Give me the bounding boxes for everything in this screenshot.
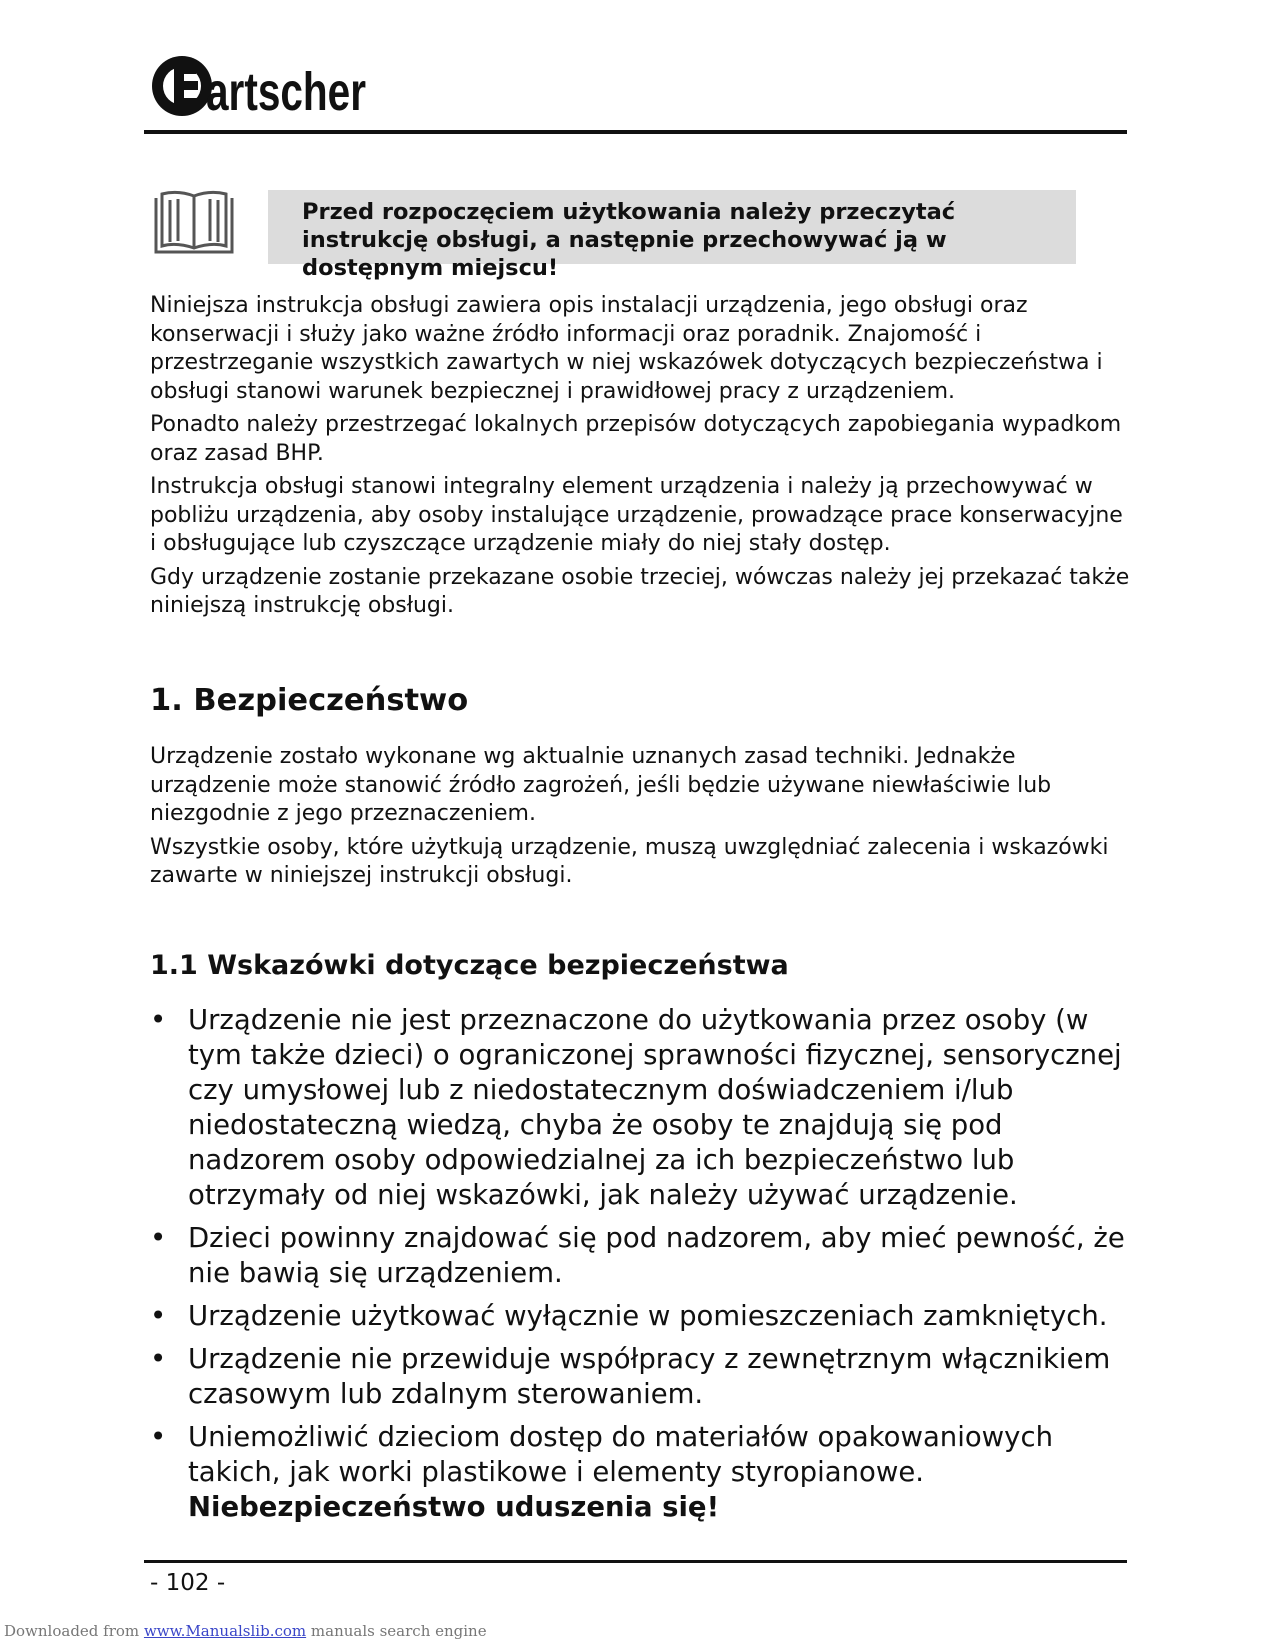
suffocation-warning: Niebezpieczeństwo uduszenia się! — [188, 1491, 720, 1523]
section-heading-safety-tips: 1.1 Wskazówki dotyczące bezpieczeństwa — [150, 950, 789, 981]
bullet-icon: • — [150, 1300, 167, 1332]
notice-text: Przed rozpoczęciem użytkowania należy przeczytać instrukcję obsługi, a następnie przechowywać ją w dostępnym miejscu! — [302, 199, 956, 281]
safety-paragraph: Urządzenie zostało wykonane wg aktualnie uznanych zasad techniki. Jednakże urządzenie może stanowić źródło zagrożeń, jeśli będzie używane niewłaściwie lub niezgodnie z jego przeznaczeniem. — [150, 744, 1052, 826]
list-item — [150, 1420, 1140, 1525]
footer-suffix: manuals search engine — [310, 1622, 487, 1640]
footer-rule — [144, 1560, 1127, 1563]
list-item — [150, 1221, 1140, 1291]
download-footer — [4, 1622, 487, 1640]
list-item-text: Urządzenie użytkować wyłącznie w pomieszczeniach zamkniętych. — [188, 1300, 1108, 1332]
safety-tips-list — [150, 1003, 1140, 1533]
header-rule — [144, 130, 1127, 134]
bullet-icon: • — [150, 1343, 167, 1375]
intro-section — [150, 292, 1130, 626]
open-book-icon — [150, 190, 238, 258]
intro-paragraph: Gdy urządzenie zostanie przekazane osobie trzeciej, wówczas należy jej przekazać także niniejszą instrukcję obsługi. — [150, 564, 1130, 618]
intro-paragraph: Instrukcja obsługi stanowi integralny element urządzenia i należy ją przechowywać w pobliżu urządzenia, aby osoby instalujące urządzenie, prowadzące prace konserwacyjne i obsługujące lub czyszczące urządzenie miały do niej stały dostęp. — [150, 474, 1123, 556]
list-item — [150, 1299, 1140, 1334]
section-heading-safety: 1. Bezpieczeństwo — [150, 683, 469, 718]
list-item — [150, 1342, 1140, 1412]
safety-section — [150, 743, 1130, 896]
footer-prefix: Downloaded from — [4, 1622, 140, 1640]
brand-text: artscher — [206, 62, 366, 122]
list-item — [150, 1003, 1140, 1213]
bullet-icon: • — [150, 1222, 167, 1254]
bullet-icon: • — [150, 1421, 167, 1453]
intro-paragraph: Niniejsza instrukcja obsługi zawiera opis instalacji urządzenia, jego obsługi oraz konserwacji i służy jako ważne źródło informacji oraz poradnik. Znajomość i przestrzeganie wszystkich zawartych w niej wskazówek dotyczących bezpieczeństwa i obsługi stanowi warunek bezpiecznej i prawidłowej pracy z urządzeniem. — [150, 293, 1103, 404]
bartscher-logo — [150, 52, 380, 122]
manualslib-link[interactable]: www.Manualslib.com — [143, 1622, 307, 1640]
list-item-text: Uniemożliwić dzieciom dostęp do materiałów opakowaniowych takich, jak worki plastikowe i elementy styropianowe. — [188, 1421, 1054, 1488]
page-number: - 102 - — [150, 1570, 226, 1596]
bullet-icon: • — [150, 1004, 167, 1036]
safety-paragraph: Wszystkie osoby, które użytkują urządzenie, muszą uwzględniać zalecenia i wskazówki zawarte w niniejszej instrukcji obsługi. — [150, 834, 1109, 888]
intro-paragraph: Ponadto należy przestrzegać lokalnych przepisów dotyczących zapobiegania wypadkom oraz zasad BHP. — [150, 412, 1122, 466]
list-item-text: Dzieci powinny znajdować się pod nadzorem, aby mieć pewność, że nie bawią się urządzeniem. — [188, 1222, 1125, 1289]
list-item-text: Urządzenie nie przewiduje współpracy z zewnętrznym włącznikiem czasowym lub zdalnym sterowaniem. — [188, 1343, 1111, 1410]
list-item-text: Urządzenie nie jest przeznaczone do użytkowania przez osoby (w tym także dzieci) o ograniczonej sprawności fizycznej, sensorycznej czy umysłowej lub z niedostatecznym doświadczeniem i/lub niedostateczną wiedzą, chyba że osoby te znajdują się pod nadzorem osoby odpowiedzialnej za ich bezpieczeństwo lub otrzymały od niej wskazówki, jak należy używać urządzenie. — [188, 1004, 1122, 1211]
read-instructions-notice — [268, 190, 1076, 281]
